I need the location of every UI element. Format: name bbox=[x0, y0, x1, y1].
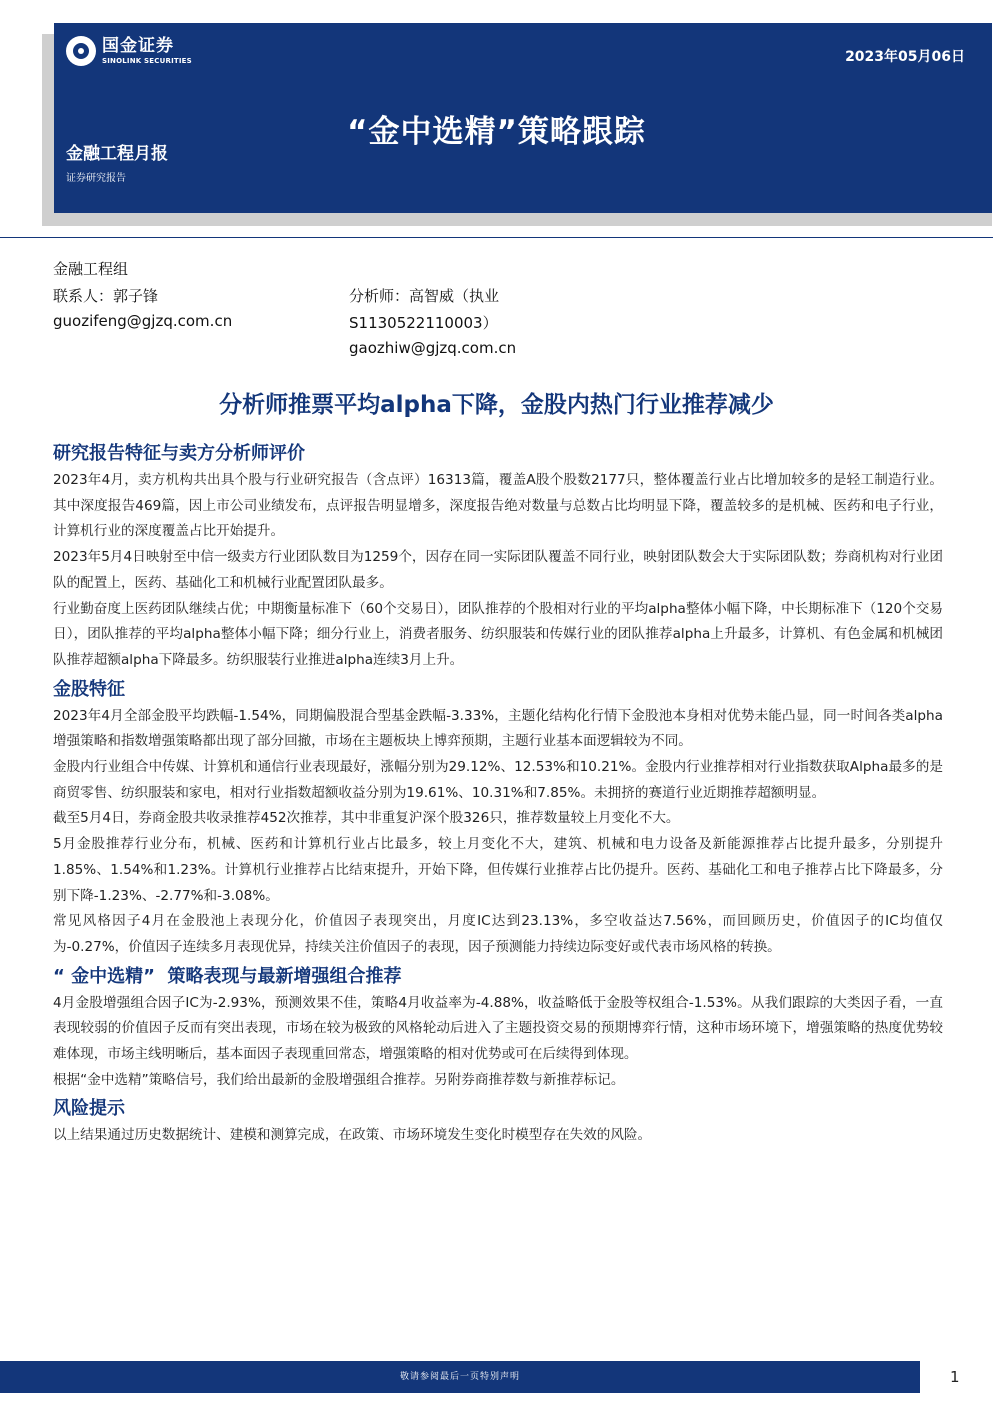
analyst-email[interactable]: gaozhiw@gjzq.com.cn bbox=[349, 339, 517, 357]
company-logo bbox=[66, 36, 192, 66]
paragraph: 2023年5月4日映射至中信一级卖方行业团队数目为1259个，因存在同一实际团队覆盖不同行业，映射团队数会大于实际团队数；券商机构对行业团队的配置上，医药、基础化工和机械行业配置团队最多。 bbox=[53, 549, 943, 591]
report-type: 金融工程月报 bbox=[66, 144, 168, 164]
paragraph: 5月金股推荐行业分布，机械、医药和计算机行业占比最多，较上月变化不大，建筑、机械和电力设备及新能源推荐占比提升最多，分别提升1.85%、1.54%和1.23%。计算机行业推荐占比结束提升，开始下降，但传媒行业推荐占比仍提升。医药、基础化工和电子推荐占比下降最多，分别下降-1.23%、-2.77%和-3.08%。 bbox=[53, 836, 943, 904]
report-title: “金中选精”策略跟踪 bbox=[347, 114, 646, 150]
paragraph: 以上结果通过历史数据统计、建模和测算完成，在政策、市场环境发生变化时模型存在失效的风险。 bbox=[53, 1127, 652, 1144]
report-date: 2023年05月06日 bbox=[845, 49, 965, 65]
report-subtype: 证券研究报告 bbox=[66, 173, 126, 184]
contact-person: 联系人：郭子锋 bbox=[53, 287, 159, 305]
page-number: 1 bbox=[950, 1368, 960, 1386]
paragraph: 2023年4月，卖方机构共出具个股与行业研究报告（含点评）16313篇，覆盖A股个股数2177只，整体覆盖行业占比增加较多的是轻工制造行业。其中深度报告469篇，因上市公司业绩发布，点评报告明显增多，深度报告绝对数量与总数占比均明显下降，覆盖较多的是机械、医药和电子行业，计算机行业的深度覆盖占比开始提升。 bbox=[53, 472, 943, 540]
analyst-name: 分析师：高智威（执业 bbox=[349, 287, 500, 305]
section-title: 风险提示 bbox=[53, 1098, 125, 1120]
section-title: “ 金中选精” 策略表现与最新增强组合推荐 bbox=[53, 965, 402, 987]
report-body bbox=[53, 438, 943, 1149]
logo-name-en: SINOLINK SECURITIES bbox=[102, 56, 192, 65]
paragraph: 金股内行业组合中传媒、计算机和通信行业表现最好，涨幅分别为29.12%、12.53%和10.21%。金股内行业推荐相对行业指数获取Alpha最多的是商贸零售、纺织服装和家电，相对行业指数超额收益分别为19.61%、10.31%和7.85%。未拥挤的赛道行业近期推荐超额明显。 bbox=[53, 759, 943, 801]
report-headline: 分析师推票平均alpha下降，金股内热门行业推荐减少 bbox=[219, 392, 774, 418]
header-divider bbox=[0, 237, 993, 238]
team-name: 金融工程组 bbox=[53, 260, 129, 278]
logo-name-cn: 国金证券 bbox=[102, 35, 174, 56]
paragraph: 截至5月4日，券商金股共收录推荐452次推荐，其中非重复沪深个股326只，推荐数量较上月变化不大。 bbox=[53, 810, 680, 827]
contact-email[interactable]: guozifeng@gjzq.com.cn bbox=[53, 312, 233, 330]
paragraph: 根据“金中选精”策略信号，我们给出最新的金股增强组合推荐。另附券商推荐数与新推荐标记。 bbox=[53, 1071, 625, 1088]
paragraph: 行业勤奋度上医药团队继续占优；中期衡量标准下（60个交易日），团队推荐的个股相对行业的平均alpha整体小幅下降，中长期标准下（120个交易日），团队推荐的平均alpha整体小幅下降；细分行业上，消费者服务、纺织服装和传媒行业的团队推荐alpha上升最多，计算机、有色金属和机械团队推荐超额alpha下降最多。纺织服装行业推进alpha连续3月上升。 bbox=[53, 600, 943, 668]
paragraph: 4月金股增强组合因子IC为-2.93%，预测效果不佳，策略4月收益率为-4.88%，收益略低于金股等权组合-1.53%。从我们跟踪的大类因子看，一直表现较弱的价值因子反而有突出表现，市场在较为极致的风格轮动后进入了主题投资交易的预期博弈行情，这种市场环境下，增强策略的热度优势较难体现，市场主线明晰后，基本面因子表现重回常态，增强策略的相对优势或可在后续得到体现。 bbox=[53, 994, 943, 1063]
paragraph: 常见风格因子4月在金股池上表现分化，价值因子表现突出，月度IC达到23.13%，多空收益达7.56%，而回顾历史，价值因子的IC均值仅为-0.27%，价值因子连续多月表现优异，持续关注价值因子的表现，因子预测能力持续边际变好或代表市场风格的转换。 bbox=[53, 913, 943, 955]
analyst-license: S1130522110003） bbox=[349, 314, 498, 332]
section-title: 金股特征 bbox=[53, 678, 125, 700]
section-title: 研究报告特征与卖方分析师评价 bbox=[53, 443, 305, 464]
paragraph: 2023年4月全部金股平均跌幅-1.54%，同期偏股混合型基金跌幅-3.33%，主题化结构化行情下金股池本身相对优势未能凸显，同一时间各类alpha增强策略和指数增强策略都出现了部分回撤，市场在主题板块上博弈预期，主题行业基本面逻辑较为不同。 bbox=[53, 707, 943, 750]
footer-disclaimer: 敬请参阅最后一页特别声明 bbox=[399, 1372, 520, 1382]
logo-icon bbox=[66, 36, 96, 66]
